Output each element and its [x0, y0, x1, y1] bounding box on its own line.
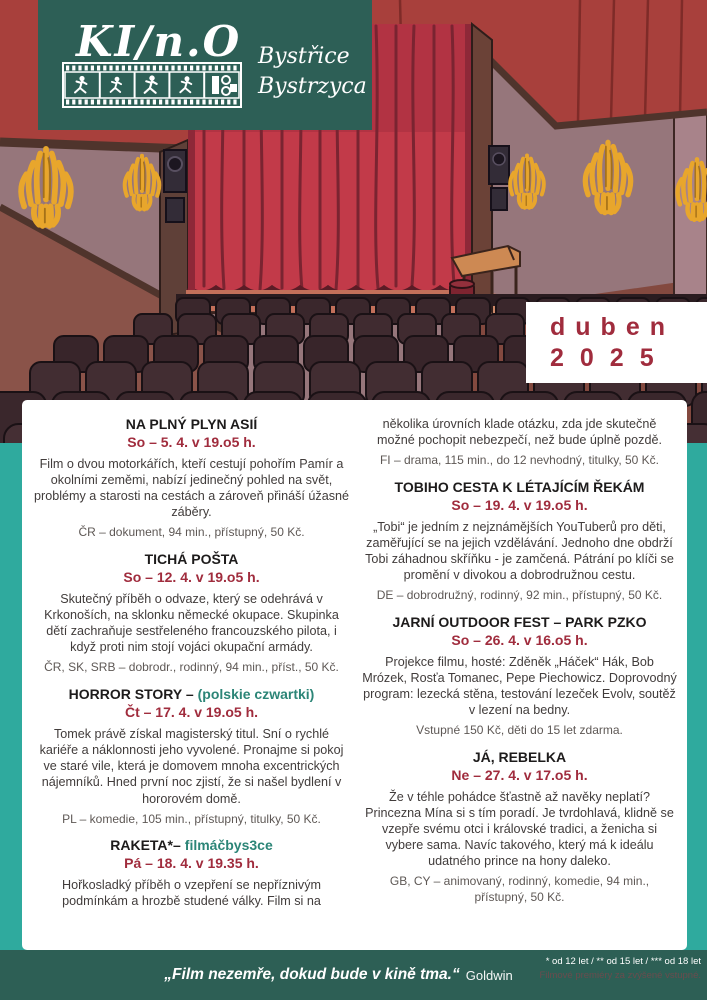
film-meta: DE – dobrodružný, rodinný, 92 min., přístupný, 50 Kč. — [376, 588, 663, 603]
logo-kino-text: KI/n.O — [76, 17, 242, 66]
film-date: So – 12. 4. v 19.o5 h. — [123, 569, 260, 586]
film-entry — [362, 614, 677, 739]
badge-year: 2025 — [550, 343, 670, 372]
film-date: Ne – 27. 4. v 17.o5 h. — [451, 766, 588, 783]
month-badge — [526, 302, 707, 383]
film-title: RAKETA*– filmáčbys3ce — [110, 837, 273, 854]
projector-glyph — [212, 76, 237, 95]
film-date: So – 26. 4. v 16.o5 h. — [451, 631, 588, 648]
logo-box — [38, 0, 372, 130]
film-meta: GB, CY – animovaný, rodinný, komedie, 94 min., přístupný, 50 Kč. — [389, 874, 650, 905]
film-meta: ČR – dokument, 94 min., přístupný, 50 Kč. — [78, 525, 305, 540]
film-entry — [362, 479, 677, 604]
speaker-left-icon — [164, 150, 186, 222]
film-title: TOBIHO CESTA K LÉTAJÍCÍM ŘEKÁM — [394, 478, 645, 495]
program-column-right — [362, 416, 677, 950]
footer — [0, 950, 707, 1000]
film-title: HORROR STORY – (polskie czwartki) — [68, 686, 315, 703]
film-description: Že v téhle pohádce šťastně až navěky neplatí? Princezna Mína si s tím poradí. Je tvrdohlavá, klidně se vzepře svému otci i královské tradici, a ženicha si vybere sama. Navíc takového, který má k ideálu udatného prince na hony daleko. — [365, 789, 674, 869]
film-description: Film o dvou motorkářích, kteří cestují pohořím Pamír a okolními zeměmi, nabízí jedinečný pohled na svět, problémy a starosti na cestách a zároveň přináší úžasné záběry. — [34, 457, 350, 520]
film-description: Tomek právě získal magisterský titul. Sní o rychlé kariéře a náklonnosti jeho vyvolené. Pronajme si pokoj ve staré vile, která je domovem mnoha excentrických nájemníků. Hned první noc zjistí, že si našel bydlení v hororovém domě. — [39, 727, 344, 806]
film-title: NA PLNÝ PLYN ASIÍ — [125, 416, 258, 432]
logo-city-polish: Bystrzyca — [258, 74, 367, 99]
logo-city-czech: Bystřice — [258, 44, 350, 69]
film-title: JARNÍ OUTDOOR FEST – PARK PZKO — [392, 613, 647, 630]
film-entry — [34, 837, 349, 909]
film-description: Projekce filmu, hosté: Zděněk „Háček“ Hák, Bob Mrózek, Rosťa Tomanec, Pepe Piechowicz. Doprovodný program: lezecká stěna, testování lezeček Evolv, soutěž v lezení na bedny. — [362, 654, 677, 718]
filmstrip-icon — [62, 62, 242, 108]
footer-quote: „Film nezemře, dokud bude v kině tma.“ — [164, 966, 460, 983]
film-title: TICHÁ POŠTA — [144, 551, 239, 568]
film-entry — [34, 416, 349, 541]
film-title: JÁ, REBELKA — [472, 748, 567, 765]
film-date: So – 19. 4. v 19.o5 h. — [451, 496, 588, 513]
film-meta: ČR, SK, SRB – dobrodr., rodinný, 94 min., příst., 50 Kč. — [44, 660, 339, 675]
film-description: Skutečný příběh o odvaze, který se odehrává v Krkonoších, na sklonku německé okupace. Skupinka dětí zachraňuje sestřeleného francouzského pilota, i když proti nim stojí vojáci okupační armády. — [44, 592, 339, 655]
film-date: Pá – 18. 4. v 19.35 h. — [124, 855, 259, 872]
speaker-right-icon — [489, 146, 509, 210]
film-date: Čt – 17. 4. v 19.o5 h. — [124, 704, 259, 721]
film-meta: Vstupné 150 Kč, děti do 15 let zdarma. — [416, 723, 623, 738]
film-meta: FI – drama, 115 min., do 12 nevhodný, titulky, 50 Kč. — [379, 453, 660, 468]
film-description: „Tobi“ je jedním z nejznámějších YouTuberů pro děti, zaměřující se na jejich vzdělávání. Jednoho dne obdrží Tobi záhadnou skříňku - je zamčená. Pátrání po klíči se promění v divokou a dobrodružnou cestu. — [365, 519, 674, 583]
badge-month: duben — [550, 312, 675, 341]
film-description: Hořkosladký příběh o vzepření se nepříznivým podmínkám a hrozbě studené války. Film si na — [62, 878, 321, 909]
film-entry — [362, 749, 677, 906]
film-description-continued: několika úrovních klade otázku, zda jde skutečně možné pochopit nebezpečí, než bude úplně pozdě. — [377, 417, 662, 448]
program-column-left — [34, 416, 349, 950]
program-panel — [22, 400, 687, 950]
quote-author: Goldwin — [465, 967, 513, 983]
film-date: So – 5. 4. v 19.o5 h. — [127, 434, 256, 450]
film-entry — [34, 686, 349, 827]
film-entry — [34, 551, 349, 676]
film-continuation — [362, 416, 677, 469]
age-rating-note: * od 12 let / ** od 15 let / *** od 18 let — [545, 956, 701, 967]
premiere-note: Filmové premiéry za zvýšené vstupné. — [539, 969, 701, 981]
film-meta: PL – komedie, 105 min., přístupný, titulky, 50 Kč. — [62, 811, 321, 826]
